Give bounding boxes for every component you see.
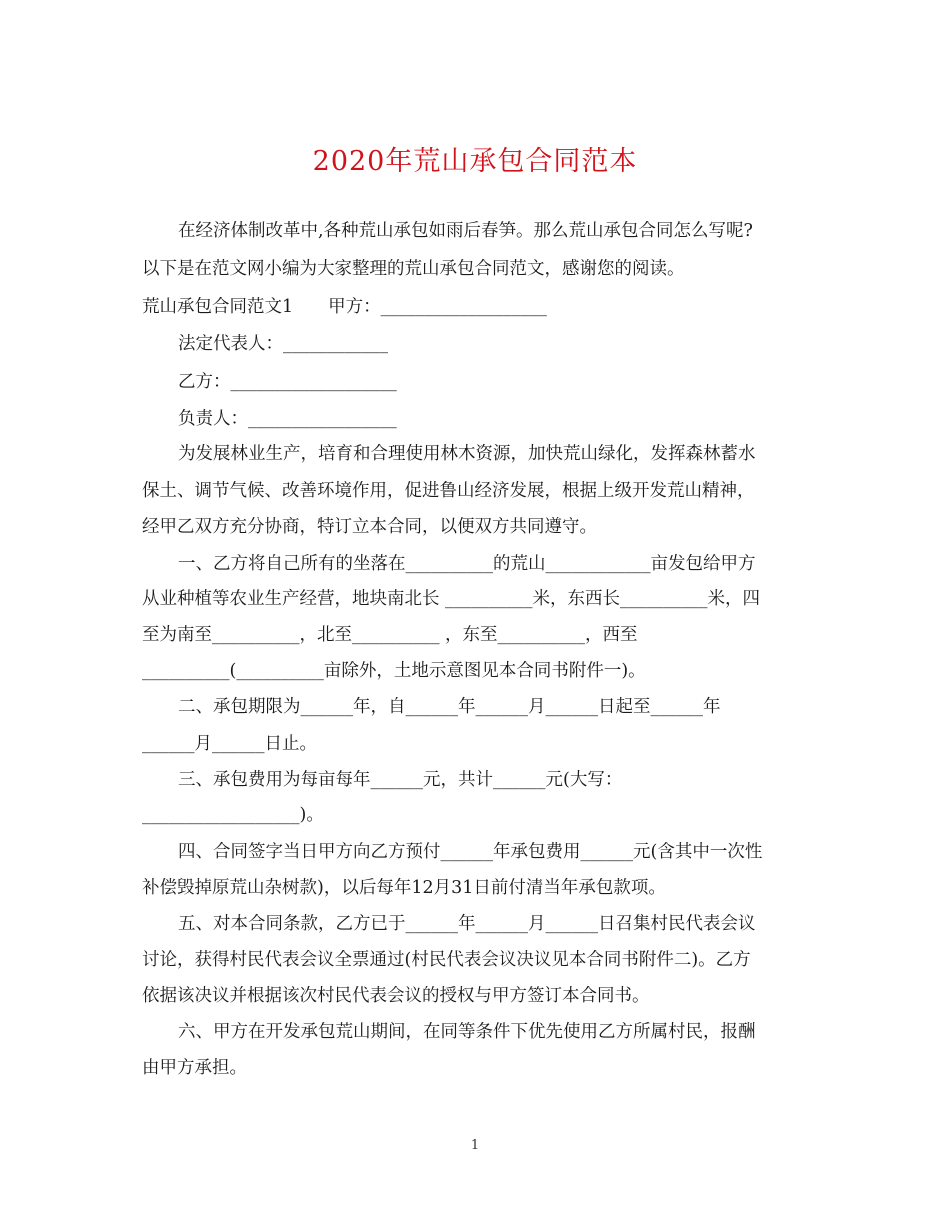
paragraph-line: 为发展林业生产，培育和合理使用林木资源，加快荒山绿化，发挥森林蓄水 xyxy=(178,444,756,464)
document-title: 2020年荒山承包合同范本 xyxy=(312,146,638,177)
clause-4-line: 四、合同签字当日甲方向乙方预付______年承包费用______元(含其中一次性 xyxy=(178,842,763,862)
clause-5-line: 讨论，获得村民代表会议全票通过(村民代表会议决议见本合同书附件二)。乙方 xyxy=(142,950,751,970)
clause-1-line: 从业种植等农业生产经营，地块南北长 __________米，东西长__________米，四 xyxy=(142,589,761,609)
page-number: 1 xyxy=(470,1138,480,1153)
clause-2-line: 二、承包期限为______年，自______年______月______日起至______年 xyxy=(178,697,721,717)
party-b-line: 乙方：___________________ xyxy=(178,372,397,392)
clause-1-line: __________(__________亩除外，土地示意图见本合同书附件一)。 xyxy=(142,661,646,681)
clause-5-line: 五、对本合同条款，乙方已于______年______月______日召集村民代表会议 xyxy=(178,914,756,934)
clause-1-line: 一、乙方将自己所有的坐落在__________的荒山____________亩发包给甲方 xyxy=(178,554,756,574)
intro-line-2: 以下是在范文网小编为大家整理的荒山承包合同范文，感谢您的阅读。 xyxy=(142,259,685,279)
responsible-person-line: 负责人：_________________ xyxy=(178,409,397,429)
clause-2-line: ______月______日止。 xyxy=(142,734,317,754)
clause-3-line: 三、承包费用为每亩每年______元，共计______元(大写： xyxy=(178,770,623,790)
clause-1-line: 至为南至__________，北至__________ ，东至__________，西至 xyxy=(142,625,638,645)
intro-line-1: 在经济体制改革中,各种荒山承包如雨后春笋。那么荒山承包合同怎么写呢? xyxy=(178,221,753,241)
clause-5-line: 依据该决议并根据该次村民代表会议的授权与甲方签订本合同书。 xyxy=(142,986,650,1006)
clause-6-line: 由甲方承担。 xyxy=(142,1058,247,1078)
clause-3-line: __________________)。 xyxy=(142,805,324,825)
party-a-line: 荒山承包合同范文1 甲方：___________________ xyxy=(142,297,547,317)
clause-6-line: 六、甲方在开发承包荒山期间，在同等条件下优先使用乙方所属村民，报酬 xyxy=(178,1022,756,1042)
paragraph-line: 经甲乙双方充分协商，特订立本合同，以便双方共同遵守。 xyxy=(142,517,597,537)
paragraph-line: 保土、调节气候、改善环境作用，促进鲁山经济发展，根据上级开发荒山精神， xyxy=(142,481,755,501)
clause-4-line: 补偿毁掉原荒山杂树款)，以后每年12月31日前付清当年承包款项。 xyxy=(142,878,666,898)
legal-rep-line: 法定代表人：____________ xyxy=(178,334,388,354)
